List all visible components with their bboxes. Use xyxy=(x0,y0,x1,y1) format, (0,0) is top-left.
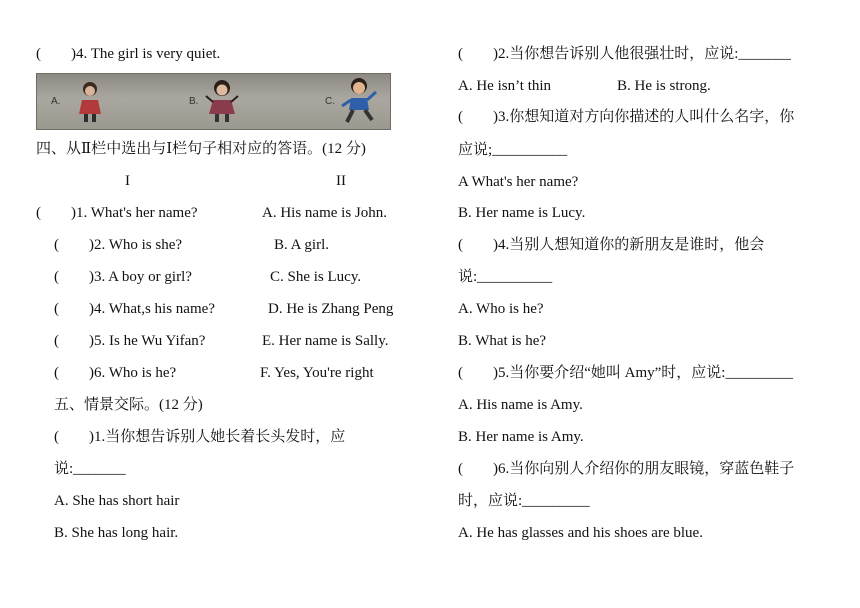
dialog-question-1-option-b: B. She has long hair. xyxy=(54,525,179,541)
match-answer-d: D. He is Zhang Peng xyxy=(268,301,394,317)
dialog-question-1-line1: ( )1.当你想告诉别人她长着长头发时，应 xyxy=(54,429,346,445)
section-4-title: 四、从Ⅱ栏中选出与Ⅰ栏句子相对应的答语。(12 分) xyxy=(36,141,366,157)
dialog-question-5-option-a: A. His name is Amy. xyxy=(458,397,583,413)
match-answer-b: B. A girl. xyxy=(274,237,330,253)
dialog-question-6-line2: 时，应说:_________ xyxy=(458,493,590,509)
dialog-question-4-option-a: A. Who is he? xyxy=(458,301,544,317)
match-question-5: ( )5. Is he Wu Yifan? xyxy=(54,333,206,349)
dialog-question-6-line1: ( )6.当你向别人介绍你的朋友眼镜，穿蓝色鞋子 xyxy=(458,461,795,477)
match-question-1: ( )1. What's her name? xyxy=(36,205,198,221)
dialog-question-2-option-a: A. He isn’t thin xyxy=(458,78,552,94)
girl-figure-icon xyxy=(75,80,105,124)
dialog-question-3-line2: 应说;__________ xyxy=(458,142,568,158)
dialog-question-5-option-b: B. Her name is Amy. xyxy=(458,429,584,445)
boy-running-icon xyxy=(339,76,379,126)
question-4-girl-quiet: ( )4. The girl is very quiet. xyxy=(36,46,221,62)
dialog-question-3-line1: ( )3.你想知道对方向你描述的人叫什么名字，你 xyxy=(458,109,795,125)
match-question-4: ( )4. What,s his name? xyxy=(54,301,215,317)
column-i-header: I xyxy=(125,173,130,189)
match-answer-c: C. She is Lucy. xyxy=(270,269,362,285)
dialog-question-3-option-b: B. Her name is Lucy. xyxy=(458,205,586,221)
dialog-question-1-line2: 说:_______ xyxy=(54,461,126,477)
dialog-question-2: ( )2.当你想告诉别人他很强壮时，应说:_______ xyxy=(458,46,791,62)
match-question-2: ( )2. Who is she? xyxy=(54,237,183,253)
dialog-question-4-line1: ( )4.当别人想知道你的新朋友是谁时，他会 xyxy=(458,237,765,253)
match-answer-f: F. Yes, You're right xyxy=(260,365,374,381)
dialog-question-1-option-a: A. She has short hair xyxy=(54,493,180,509)
picture-label-b: B. xyxy=(189,96,199,107)
section-5-title: 五、情景交际。(12 分) xyxy=(54,397,203,413)
dialog-question-3-option-a: A What's her name? xyxy=(458,174,579,190)
dialog-question-2-option-b: B. He is strong. xyxy=(617,78,711,94)
match-question-6: ( )6. Who is he? xyxy=(54,365,177,381)
dialog-question-6-option-a: A. He has glasses and his shoes are blue. xyxy=(458,525,703,541)
match-answer-e: E. Her name is Sally. xyxy=(262,333,389,349)
match-answer-a: A. His name is John. xyxy=(262,205,387,221)
girl-dancing-icon xyxy=(205,78,239,124)
picture-strip xyxy=(36,73,391,130)
dialog-question-5: ( )5.当你要介绍“她叫 Amy”时，应说:_________ xyxy=(458,365,793,381)
picture-label-c: C. xyxy=(325,96,335,107)
dialog-question-4-option-b: B. What is he? xyxy=(458,333,547,349)
picture-label-a: A. xyxy=(51,96,61,107)
match-question-3: ( )3. A boy or girl? xyxy=(54,269,192,285)
column-ii-header: II xyxy=(336,173,346,189)
dialog-question-4-line2: 说:__________ xyxy=(458,269,553,285)
